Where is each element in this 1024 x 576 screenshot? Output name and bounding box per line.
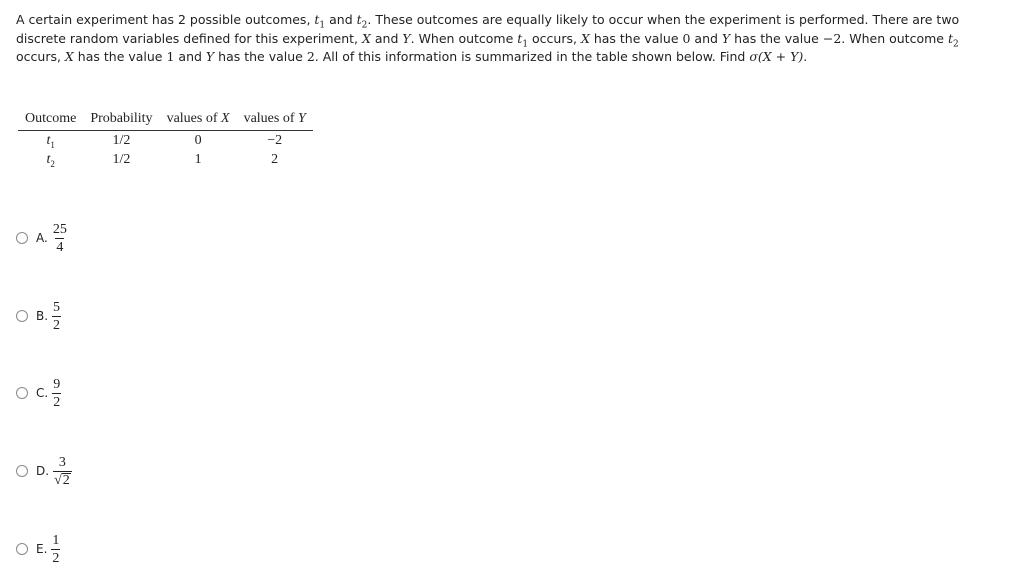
math-x: X: [64, 49, 74, 64]
choice-letter: C.: [36, 386, 49, 400]
math-x: X: [580, 30, 590, 46]
radio-button-e[interactable]: [16, 543, 28, 555]
choice-fraction: $\frac{25}{4}$: [52, 221, 67, 255]
cell-outcome: $t_1$: [46, 133, 55, 150]
table-row: [18, 150, 313, 169]
math-number: 0: [682, 30, 691, 46]
math-expression: σ(X + Y): [749, 49, 804, 64]
table-row: [18, 131, 313, 151]
header-values-x: values of X: [166, 111, 230, 126]
choice-fraction: 3 √ 2: [54, 454, 70, 488]
header-values-y: values of Y: [243, 111, 306, 126]
question-text-segment: . These outcomes are equally likely to occur when the experiment is performed. There are two discrete random variables defined for this experiment,: [16, 12, 960, 46]
choice-e[interactable]: [16, 527, 60, 571]
choice-c[interactable]: [16, 371, 61, 415]
question-text-segment: has the value: [589, 30, 683, 46]
question-text-segment: A certain experiment has 2 possible outcomes,: [16, 12, 315, 27]
sqrt-symbol: √ 2: [54, 472, 70, 488]
choice-fraction: $\frac{1}{2}$: [52, 532, 60, 566]
cell-outcome: $t_2$: [46, 152, 55, 169]
math-t2: $t_2$: [947, 30, 959, 49]
cell-probability: 1/2: [112, 152, 131, 167]
choice-a[interactable]: [16, 216, 68, 260]
math-number: 1: [166, 49, 175, 64]
question-text-segment: has the value: [214, 49, 307, 64]
radio-button-b[interactable]: [16, 310, 28, 322]
choice-letter: E.: [36, 542, 48, 556]
cell-x: 0: [194, 133, 202, 148]
question-text-segment: .: [803, 49, 808, 64]
cell-y: −2: [267, 133, 283, 148]
radio-button-c[interactable]: [16, 387, 28, 399]
choice-letter: A.: [36, 231, 48, 245]
table-header-row: [18, 110, 313, 131]
math-number: 2: [306, 49, 315, 64]
header-probability: Probability: [90, 111, 153, 126]
choice-d[interactable]: [16, 449, 72, 493]
choice-b[interactable]: [16, 294, 61, 338]
math-t1: $t_1$: [517, 30, 529, 49]
question-text-segment: has the value: [73, 49, 167, 64]
outcome-table: [18, 110, 313, 169]
math-t2: $t_2$: [356, 12, 368, 31]
header-outcome: Outcome: [25, 111, 77, 126]
question-text: [16, 11, 1006, 67]
question-text-segment: and: [370, 30, 403, 46]
math-y: Y: [402, 30, 411, 46]
radio-button-a[interactable]: [16, 232, 28, 244]
question-text-segment: . When outcome: [841, 30, 948, 46]
cell-y: 2: [271, 152, 279, 167]
question-text-segment: occurs,: [528, 30, 581, 46]
math-y: Y: [721, 30, 731, 46]
math-y: Y: [205, 49, 215, 64]
cell-x: 1: [194, 152, 202, 167]
math-number: −2: [822, 30, 842, 46]
question-text-segment: has the value: [730, 30, 823, 46]
question-text-segment: occurs,: [16, 49, 65, 64]
math-x: X: [361, 30, 371, 46]
choice-letter: B.: [36, 309, 49, 323]
question-text-segment: and: [690, 30, 722, 46]
choice-fraction: $\frac{5}{2}$: [53, 299, 61, 333]
question-text-segment: . When outcome: [410, 30, 518, 46]
radio-button-d[interactable]: [16, 465, 28, 477]
math-t1: $t_1$: [314, 12, 326, 31]
question-text-segment: and: [174, 49, 206, 64]
question-text-segment: . All of this information is summarized in the table shown below. Find: [314, 49, 750, 64]
cell-probability: 1/2: [112, 133, 131, 148]
choice-letter: D.: [36, 464, 50, 478]
question-text-segment: and: [325, 12, 357, 27]
choice-fraction: $\frac{9}{2}$: [53, 376, 61, 410]
